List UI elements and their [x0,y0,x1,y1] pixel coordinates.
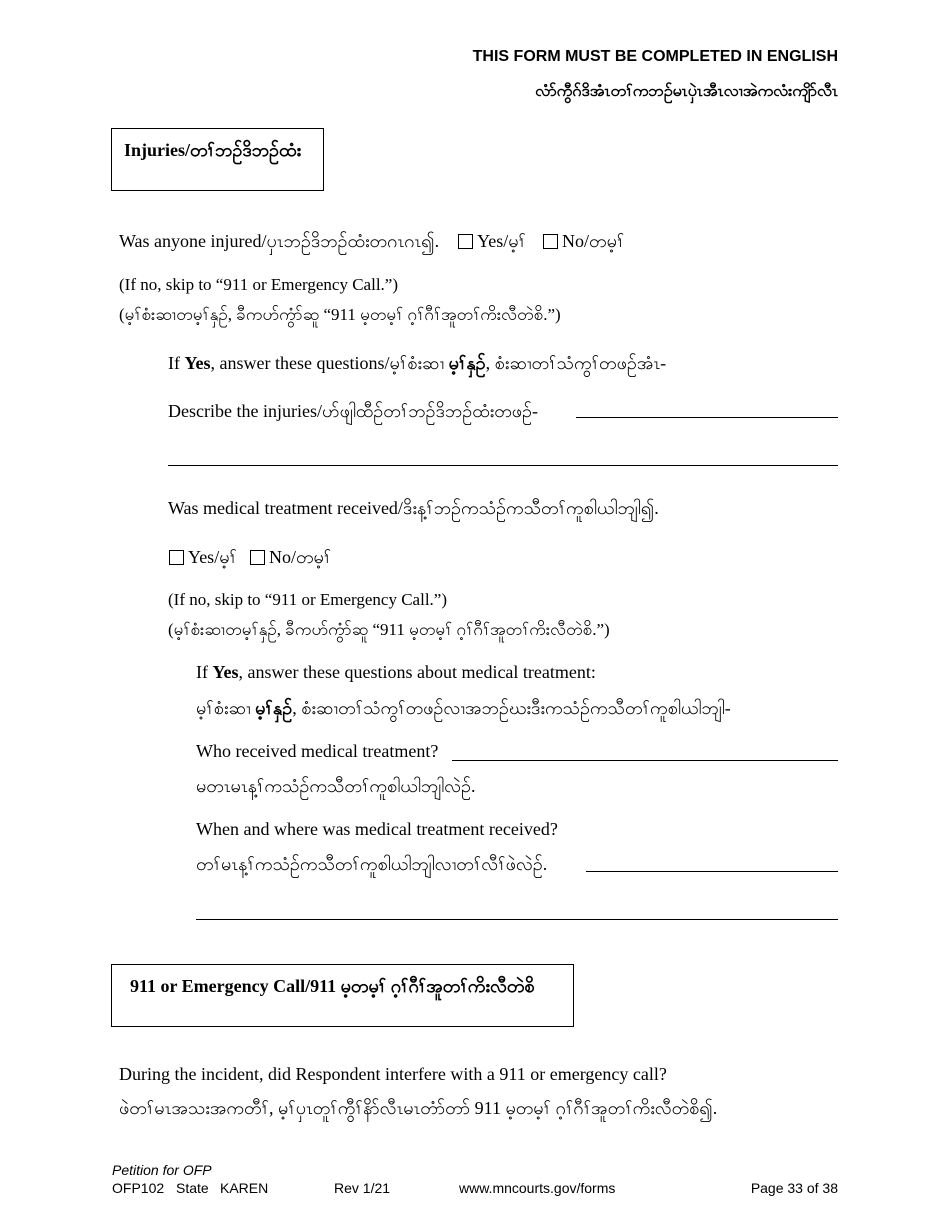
header-karen-notice: လံာ်ကွီဂ်ဒိအံၤတၢ်ကဘဉ်မၤပှဲၤအီၤလၢအဲကလံးကျိာ်လီၤ [535,83,838,100]
if-tail: , စံးဆၢတၢ်သံကွၢ်တဖဉ်အံၤ- [485,353,667,373]
if-rest: , answer these questions/မ့ၢ်စံးဆၢ [210,353,449,373]
medical-no-label: No/တမ့ၢ် [268,547,332,567]
injured-question-row [119,229,624,256]
describe-injuries-field[interactable] [576,417,838,418]
med-if-prefix: If [196,662,213,682]
emergency-heading-box [111,964,574,1027]
injured-no-label: No/တမ့ၢ် [562,231,625,251]
medical-yes-label: Yes/မ့ၢ် [188,547,237,567]
injured-skip-english: (If no, skip to “911 or Emergency Call.”) [119,275,399,294]
med-kar-bold: မ့ၢ်နှဉ် [255,698,293,718]
when-where-karen: တၢ်မၤန့ၢ်ကသံဉ်ကသီတၢ်ကူစါယါဘျါလၢတၢ်လီၢ်ဖဲလဲဉ်. [196,854,548,874]
footer-state: State [176,1180,209,1196]
injured-question: Was anyone injured/ပှၤဘဉ်ဒိဘဉ်ထံးတဂၤဂၤ၍. [119,231,440,251]
injured-skip-karen: (မ့ၢ်စံးဆၢတမ့ၢ်နှဉ်, ခီကဟ်ကွံာ်ဆူ “911 မ့တမ့ၢ် ဂ့ၢ်ဂီၢ်အူတၢ်ကိးလီတဲစိ.”) [119,305,561,324]
med-kar-rest: , စံးဆၢတၢ်သံကွၢ်တဖဉ်လၢအဘဉ်ဃးဒီးကသံဉ်ကသီတၢ်ကူစါယါဘျါ- [292,698,731,718]
if-prefix: If [168,353,185,373]
who-received-field[interactable] [452,760,838,761]
medical-skip-english: (If no, skip to “911 or Emergency Call.”) [168,590,448,609]
medical-yes-checkbox[interactable] [169,550,184,565]
med-kar-prefix: မ့ၢ်စံးဆၢ [196,698,256,718]
who-received-label: Who received medical treatment? [196,741,439,761]
footer-page-number: Page 33 of 38 [750,1180,838,1196]
injured-no-checkbox[interactable] [543,234,558,249]
when-where-field-line2[interactable] [196,919,838,920]
if-yes-bold: Yes [184,353,211,373]
footer-form-code: OFP102 [112,1180,165,1196]
med-if-rest: , answer these questions about medical treatment: [238,662,596,682]
medical-answer-row [169,545,331,572]
injured-if-yes-instruction [168,351,666,378]
when-where-label: When and where was medical treatment received? [196,819,558,839]
medical-treatment-question: Was medical treatment received/ဒိးန့ၢ်ဘဉ်ကသံဉ်ကသီတၢ်ကူစါယါဘျါ၍. [168,498,659,518]
footer-language: KAREN [220,1180,269,1196]
medical-no-checkbox[interactable] [250,550,265,565]
injured-yes-label: Yes/မ့ၢ် [477,231,527,251]
emergency-heading: 911 or Emergency Call/911 မ့တမ့ၢ် ဂ့ၢ်ဂီၢ်အူတၢ်ကိးလီတဲစိ [130,976,535,996]
injuries-heading-box [111,128,324,191]
footer-form-title: Petition for OFP [112,1162,212,1178]
footer-url[interactable]: www.mncourts.gov/forms [459,1180,616,1196]
emergency-question-karen: ဖဲတၢ်မၤအသးအကတီၢ်, မ့ၢ်ပှၤတူၢ်ကွီၢ်နိာ်လီၤမၤတံာ်တာ် 911 မ့တမ့ၢ် ဂ့ၢ်ဂီၢ်အူတၢ်ကိးလီတဲစိ၍. [119,1098,718,1118]
medical-if-yes-english [196,662,596,683]
header-english-notice: THIS FORM MUST BE COMPLETED IN ENGLISH [472,48,838,65]
med-if-bold: Yes [212,662,239,682]
medical-if-yes-karen [196,696,731,723]
if-karen-bold: မ့ၢ်နှဉ် [448,353,486,373]
injuries-heading: Injuries/တၢ်ဘဉ်ဒိဘဉ်ထံး [124,140,302,160]
describe-injuries-label: Describe the injuries/ဟ်ဖျါထီဉ်တၢ်ဘဉ်ဒိဘဉ်ထံးတဖဉ်- [168,401,538,421]
describe-injuries-field-line2[interactable] [168,465,838,466]
footer-revision: Rev 1/21 [334,1180,391,1196]
when-where-field[interactable] [586,871,838,872]
injured-yes-checkbox[interactable] [458,234,473,249]
who-received-karen: မတၤမၤန့ၢ်ကသံဉ်ကသီတၢ်ကူစါယါဘျါလဲဉ်. [196,776,476,796]
medical-skip-karen: (မ့ၢ်စံးဆၢတမ့ၢ်နှဉ်, ခီကဟ်ကွံာ်ဆူ “911 မ့တမ့ၢ် ဂ့ၢ်ဂီၢ်အူတၢ်ကိးလီတဲစိ.”) [168,620,610,639]
emergency-question-english: During the incident, did Respondent interfere with a 911 or emergency call? [119,1064,667,1084]
